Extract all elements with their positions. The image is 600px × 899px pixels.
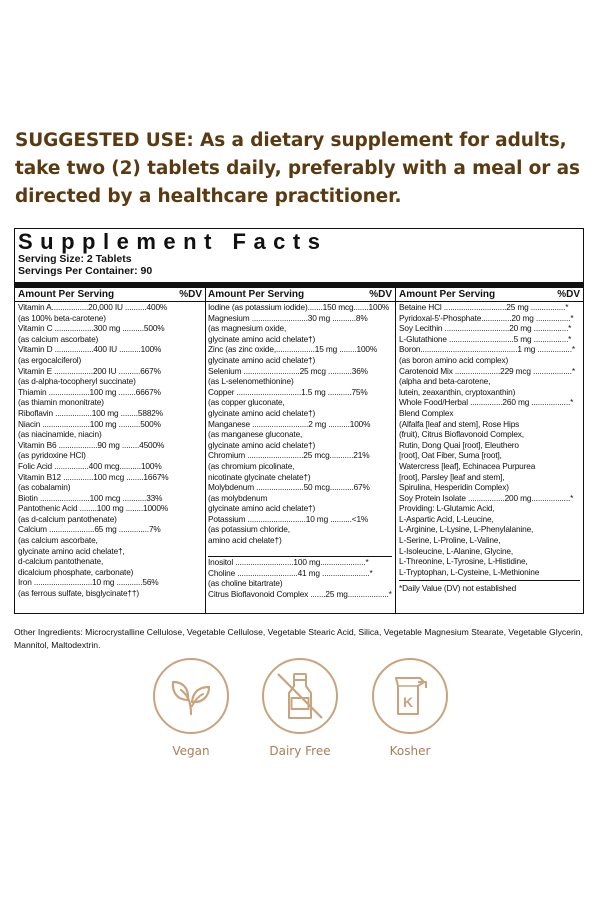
facts-row: (as pyridoxine HCl) [18, 450, 86, 461]
column-1-rows [15, 302, 205, 599]
facts-row: L-Threonine, L-Tyrosine, L-Histidine, [399, 556, 528, 567]
facts-row: (as boron amino acid complex) [399, 354, 509, 365]
facts-row: (as ergocalciferol) [18, 354, 82, 365]
facts-row: Selenium ..........................25 mcg ...........36% [208, 365, 368, 376]
facts-row: (as ferrous sulfate, bisglycinate††) [18, 588, 139, 599]
facts-row: Vitamin C ..................300 mg ..........500% [18, 323, 165, 334]
facts-row: Providing: L-Glutamic Acid, [399, 503, 495, 514]
facts-row: (as calcium ascorbate) [18, 333, 99, 344]
facts-row: L-Glutathione ..............................5 mg ................* [399, 333, 572, 344]
facts-row: L-Aspartic Acid, L-Leucine, [399, 513, 494, 524]
facts-row: Copper ..............................1.5 mg ...........75% [208, 386, 368, 397]
facts-row: Vitamin B12 ..............100 mcg ........1667% [18, 471, 169, 482]
amount-per-serving-label: Amount Per Serving [399, 289, 496, 300]
facts-row: Calcium .....................65 mg ..............7% [18, 524, 161, 535]
facts-row: Vitamin A.................20,000 IU ..........400% [18, 302, 168, 312]
facts-row: Magnesium ..........................30 mg ...........8% [208, 312, 368, 323]
facts-row: Vitamin D ..................400 IU ..........100% [18, 344, 162, 355]
facts-row: Watercress [leaf], Echinacea Purpurea [399, 460, 536, 471]
facts-row: [root], Parsley [leaf and stem], [399, 471, 505, 482]
amount-per-serving-label: Amount Per Serving [208, 289, 305, 300]
facts-row: Folic Acid ................400 mcg..........100% [18, 460, 162, 471]
column-header [396, 288, 583, 302]
facts-row: (as d-calcium pantothenate) [18, 513, 117, 524]
facts-row: Potassium ...........................10 mg ..........<1% [208, 513, 369, 524]
facts-row: Spirulina, Hesperidin Complex) [399, 482, 509, 493]
facts-row: Choline ............................41 mg ......................* [208, 567, 373, 578]
kosher-icon [374, 660, 446, 732]
facts-row: L-Isoleucine, L-Alanine, Glycine, [399, 545, 514, 556]
column-header [205, 288, 395, 302]
facts-row: amino acid chelate†) [208, 535, 282, 546]
facts-row: Vitamin E ..................200 IU ..........667% [18, 365, 161, 376]
facts-row: Iron ...........................10 mg ............56% [18, 577, 159, 588]
facts-row: (as choline bitartrate) [208, 578, 283, 589]
facts-row: Iodine (as potassium iodide).......150 mcg.......100% [208, 302, 390, 312]
facts-row: Thiamin ...................100 mg ........6667% [18, 386, 161, 397]
facts-row: lutein, zeaxanthin, cryptoxanthin) [399, 386, 516, 397]
facts-row: (fruit), Citrus Bioflavonoid Complex, [399, 429, 524, 440]
column-header [15, 288, 205, 302]
kosher-badge [372, 658, 448, 734]
facts-row: (as magnesium oxide, [208, 323, 287, 334]
vegan-badge [153, 658, 229, 734]
facts-row: Soy Lecithin ..............................20 mg ................* [399, 323, 572, 334]
facts-row: Betaine HCl .............................25 mg ................* [399, 302, 569, 312]
facts-row: Pyridoxal-5'-Phosphate..............20 mg ................* [399, 312, 574, 323]
other-ingredients: Other Ingredients: Microcrystalline Cellulose, Vegetable Cellulose, Vegetable Stearic Acid, Silica, Vegetable Magnesium Stearate, Vegetable Glycerin, Mannitol, Maltodextrin. [14, 627, 583, 650]
facts-row: (as manganese gluconate, [208, 429, 303, 440]
facts-row: Pantothenic Acid ........100 mg ........1000% [18, 503, 169, 514]
facts-row: (as potassium chloride, [208, 524, 290, 535]
facts-row: (as cobalamin) [18, 482, 71, 493]
suggested-use-text: SUGGESTED USE: As a dietary supplement for adults, take two (2) tablets daily, preferably with a meal or as directed by a healthcare practitioner. [15, 130, 580, 207]
section-divider [208, 546, 392, 558]
supplement-facts-title: Supplement Facts [18, 229, 328, 254]
facts-row: (as calcium ascorbate, [18, 535, 98, 546]
facts-row: Carotenoid Mix .....................229 mcg ..................* [399, 365, 575, 376]
facts-row: (Alfalfa [leaf and stem], Rose Hips [399, 418, 520, 429]
facts-row: Molybdenum ......................50 mcg...........67% [208, 482, 370, 493]
dv-label: %DV [179, 289, 202, 300]
serving-size: Serving Size: 2 Tablets [18, 253, 132, 265]
dairy-free-badge [262, 658, 338, 734]
facts-row: Whole Food/Herbal ...............260 mg ..................* [399, 397, 574, 408]
facts-row: Rutin, Dong Quai [root], Eleuthero [399, 439, 519, 450]
facts-column-2 [205, 288, 396, 613]
facts-row: glycinate amino acid chelate†) [208, 407, 316, 418]
facts-row: (as d-alpha-tocopheryl succinate) [18, 376, 136, 387]
facts-row: (as L-selenomethionine) [208, 376, 294, 387]
facts-row: L-Serine, L-Proline, L-Valine, [399, 535, 501, 546]
facts-row: Inositol ...........................100 mg.....................* [208, 557, 369, 568]
facts-row: L-Arginine, L-Lysine, L-Phenylalanine, [399, 524, 534, 535]
amount-per-serving-label: Amount Per Serving [18, 289, 115, 300]
facts-row: Niacin ......................100 mg ..........500% [18, 418, 161, 429]
dv-footnote: *Daily Value (DV) not established [399, 583, 517, 594]
facts-row: dicalcium phosphate, carbonate) [18, 566, 134, 577]
facts-row: Soy Protein Isolate .................200 mg..................* [399, 492, 574, 503]
facts-row: Biotin .......................100 mcg ...........33% [18, 492, 163, 503]
facts-row: (as niacinamide, niacin) [18, 429, 102, 440]
facts-row: [root], Oat Fiber, Suma [root], [399, 450, 502, 461]
dv-label: %DV [557, 289, 580, 300]
facts-row: L-Tryptophan, L-Cysteine, L-Methionine [399, 566, 540, 577]
facts-row: (as copper gluconate, [208, 397, 285, 408]
facts-row: Zinc (as zinc oxide,..................15 mg ........100% [208, 344, 378, 355]
facts-row: glycinate amino acid chelate†) [208, 354, 316, 365]
facts-row: Citrus Bioflavonoid Complex .......25 mg...................* [208, 589, 392, 600]
facts-column-3 [396, 288, 583, 613]
facts-row: (as molybdenum [208, 492, 268, 503]
facts-row: Boron.............................................1 mg ................* [399, 344, 575, 355]
supplement-facts-panel [14, 228, 584, 614]
dairy-free-label: Dairy Free [269, 744, 331, 758]
vegan-label: Vegan [172, 744, 210, 758]
facts-row: glycinate amino acid chelate†) [208, 503, 316, 514]
facts-row: nicotinate glycinate chelate†) [208, 471, 311, 482]
facts-row: glycinate amino acid chelate†) [208, 333, 316, 344]
kosher-label: Kosher [389, 744, 431, 758]
facts-row: Chromium ..........................25 mcg...........21% [208, 450, 370, 461]
facts-row: glycinate amino acid chelate†, [18, 545, 125, 556]
leaf-icon [155, 660, 227, 732]
facts-column-1 [15, 288, 206, 613]
facts-row: (as 100% beta-carotene) [18, 312, 106, 323]
facts-row: Riboflavin .................100 mg ........5882% [18, 407, 163, 418]
kosher-mark: K [402, 694, 414, 710]
facts-row: Blend Complex [399, 407, 454, 418]
milk-bottle-icon [264, 660, 336, 732]
column-3-rows [396, 302, 583, 594]
column-2-rows [205, 302, 395, 600]
facts-row: d-calcium pantothenate, [18, 556, 104, 567]
facts-row: Vitamin B6 ..................90 mg ........4500% [18, 439, 165, 450]
facts-row: Manganese ..........................2 mg ..........100% [208, 418, 371, 429]
facts-row: (as chromium picolinate, [208, 460, 295, 471]
servings-per-container: Servings Per Container: 90 [18, 265, 153, 277]
dv-label: %DV [369, 289, 392, 300]
facts-row: glycinate amino acid chelate†) [208, 439, 316, 450]
facts-row: (alpha and beta-carotene, [399, 376, 491, 387]
facts-row: (as thiamin mononitrate) [18, 397, 104, 408]
